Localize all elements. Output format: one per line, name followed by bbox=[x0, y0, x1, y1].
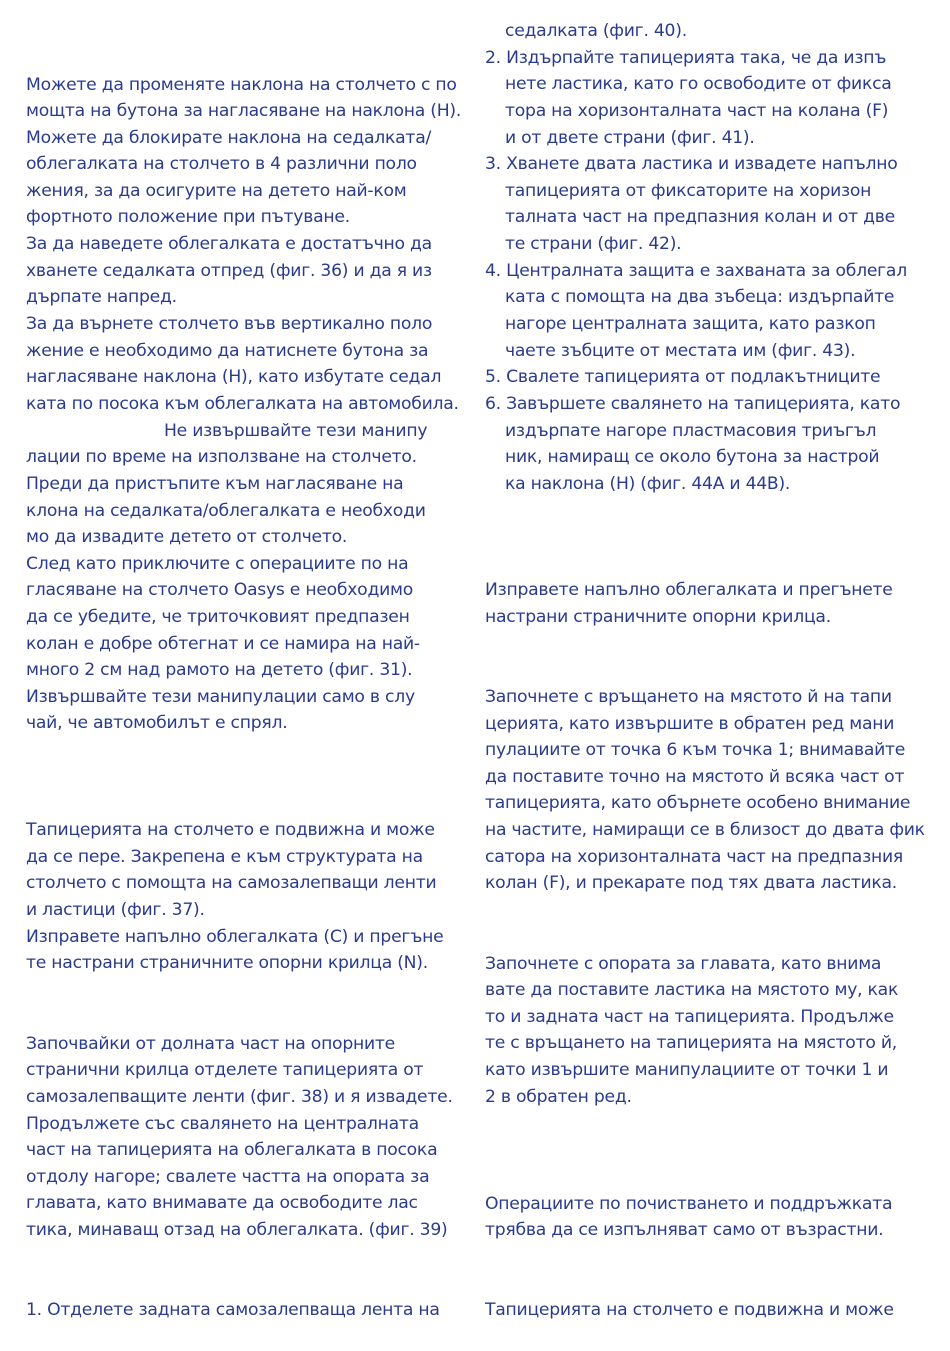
text-line: Можете да блокирате наклона на седалката/ bbox=[26, 128, 432, 148]
text-line: талната част на предпазния колан и от две bbox=[505, 207, 895, 227]
text-line: и от двете страни (фиг. 41). bbox=[505, 128, 755, 148]
list-item-3: 3. Хванете двата ластика и извадете напълно bbox=[485, 154, 898, 174]
text-line: издърпате нагоре пластмасовия триъгъл bbox=[505, 421, 877, 441]
text-line: да се убедите, че триточковият предпазен bbox=[26, 607, 410, 627]
text-line: чай, че автомобилът е спрял. bbox=[26, 713, 288, 733]
text-line: 2 в обратен ред. bbox=[485, 1087, 632, 1107]
text-line: жение е необходимо да натиснете бутона за bbox=[26, 341, 429, 361]
text-line: ката по посока към облегалката на автомобила. bbox=[26, 394, 459, 414]
text-line: Операциите по почистването и поддръжката bbox=[485, 1194, 893, 1214]
list-item-5: 5. Свалете тапицерията от подлакътниците bbox=[485, 367, 881, 387]
text-line: ник, намиращ се около бутона за настрой bbox=[505, 447, 880, 467]
text-line: Изправете напълно облегалката и прегънете bbox=[485, 580, 893, 600]
text-line: и ластици (фиг. 37). bbox=[26, 900, 205, 920]
text-line: на частите, намиращи се в близост до двата фик bbox=[485, 820, 925, 840]
text-line: трябва да се изпълняват само от възрастни. bbox=[485, 1220, 884, 1240]
text-line: нете ластика, като го освободите от фикса bbox=[505, 74, 892, 94]
text-line: много 2 см над рамото на детето (фиг. 31). bbox=[26, 660, 413, 680]
text-line: тапицерията, като обърнете особено внимание bbox=[485, 793, 911, 813]
text-line: тика, минаващ отзад на облегалката. (фиг. 39) bbox=[26, 1220, 448, 1240]
text-line: ката с помощта на два зъбеца: издърпайте bbox=[505, 287, 895, 307]
text-line: колан е добре обтегнат и се намира на най- bbox=[26, 634, 420, 654]
text-line: то и задната част на тапицерията. Продълже bbox=[485, 1007, 894, 1027]
warning-line: Преди да пристъпите към нагласяване на bbox=[26, 474, 404, 494]
text-line: да поставите точно на мястото й всяка част от bbox=[485, 767, 905, 787]
warning-line: Не извършвайте тези манипу bbox=[164, 421, 428, 441]
text-line: те с връщането на тапицерията на мястото й, bbox=[485, 1033, 897, 1053]
warning-line: лации по време на използване на столчето. bbox=[26, 447, 417, 467]
list-item-1: 1. Отделете задната самозалепваща лента на bbox=[26, 1300, 440, 1320]
text-line: главата, като внимавате да освободите лас bbox=[26, 1193, 418, 1213]
text-line: тора на хоризонталната част на колана (F) bbox=[505, 101, 889, 121]
text-line: Продължете със свалянето на централната bbox=[26, 1114, 419, 1134]
text-line: облегалката на столчето в 4 различни поло bbox=[26, 154, 417, 174]
text-line: седалката (фиг. 40). bbox=[505, 21, 687, 41]
text-line: пулациите от точка 6 към точка 1; внимавайте bbox=[485, 740, 906, 760]
text-line: Тапицерията на столчето е подвижна и може bbox=[26, 820, 435, 840]
text-line: чаете зъбците от местата им (фиг. 43). bbox=[505, 341, 856, 361]
text-line: церията, като извършите в обратен ред мани bbox=[485, 714, 895, 734]
text-line: отдолу нагоре; свалете частта на опората за bbox=[26, 1167, 430, 1187]
text-line: вате да поставите ластика на мястото му, как bbox=[485, 980, 899, 1000]
text-line: След като приключите с операциите по на bbox=[26, 554, 409, 574]
warning-line: клона на седалката/облегалката е необходи bbox=[26, 501, 426, 521]
text-line: част на тапицерията на облегалката в посока bbox=[26, 1140, 438, 1160]
text-line: като извършите манипулациите от точки 1 и bbox=[485, 1060, 889, 1080]
text-line: дърпате напред. bbox=[26, 287, 177, 307]
text-line: гласяване на столчето Oasys е необходимо bbox=[26, 580, 413, 600]
text-line: ка наклона (Н) (фиг. 44А и 44В). bbox=[505, 474, 791, 494]
text-line: Започвайки от долната част на опорните bbox=[26, 1034, 395, 1054]
list-item-2: 2. Издърпайте тапицерията така, че да изпъ bbox=[485, 48, 887, 68]
text-line: За да наведете облегалката е достатъчно да bbox=[26, 234, 432, 254]
warning-line: мо да извадите детето от столчето. bbox=[26, 527, 348, 547]
text-line: тапицерията от фиксаторите на хоризон bbox=[505, 181, 872, 201]
text-line: те страни (фиг. 42). bbox=[505, 234, 682, 254]
text-line: да се пере. Закрепена е към структурата на bbox=[26, 847, 423, 867]
text-line: Започнете с опората за главата, като внима bbox=[485, 954, 882, 974]
text-line: нагоре централната защита, като разкоп bbox=[505, 314, 876, 334]
text-line: колан (F), и прекарате под тях двата ластика. bbox=[485, 873, 898, 893]
text-line: нагласяване наклона (Н), като избутате седал bbox=[26, 367, 442, 387]
text-line: Започнете с връщането на мястото й на тапи bbox=[485, 687, 892, 707]
text-line: те настрани страничните опорни крилца (N). bbox=[26, 953, 428, 973]
text-line: фортното положение при пътуване. bbox=[26, 207, 350, 227]
text-line: столчето с помощта на самозалепващи ленти bbox=[26, 873, 437, 893]
text-line: жения, за да осигурите на детето най-ком bbox=[26, 181, 407, 201]
text-line: мощта на бутона за нагласяване на наклона (Н). bbox=[26, 101, 462, 121]
text-line: странични крилца отделете тапицерията от bbox=[26, 1060, 424, 1080]
text-line: хванете седалката отпред (фиг. 36) и да я из bbox=[26, 261, 432, 281]
text-line: Тапицерията на столчето е подвижна и може bbox=[485, 1300, 894, 1320]
text-line: Извършвайте тези манипулации само в слу bbox=[26, 687, 415, 707]
text-line: самозалепващите ленти (фиг. 38) и я извадете. bbox=[26, 1087, 453, 1107]
list-item-4: 4. Централната защита е захваната за облегал bbox=[485, 261, 907, 281]
text-line: сатора на хоризонталната част на предпазния bbox=[485, 847, 903, 867]
text-line: Можете да променяте наклона на столчето с по bbox=[26, 75, 457, 95]
text-line: Изправете напълно облегалката (С) и прегъне bbox=[26, 927, 444, 947]
list-item-6: 6. Завършете свалянето на тапицерията, като bbox=[485, 394, 901, 414]
text-line: настрани страничните опорни крилца. bbox=[485, 607, 831, 627]
text-line: За да върнете столчето във вертикално поло bbox=[26, 314, 433, 334]
